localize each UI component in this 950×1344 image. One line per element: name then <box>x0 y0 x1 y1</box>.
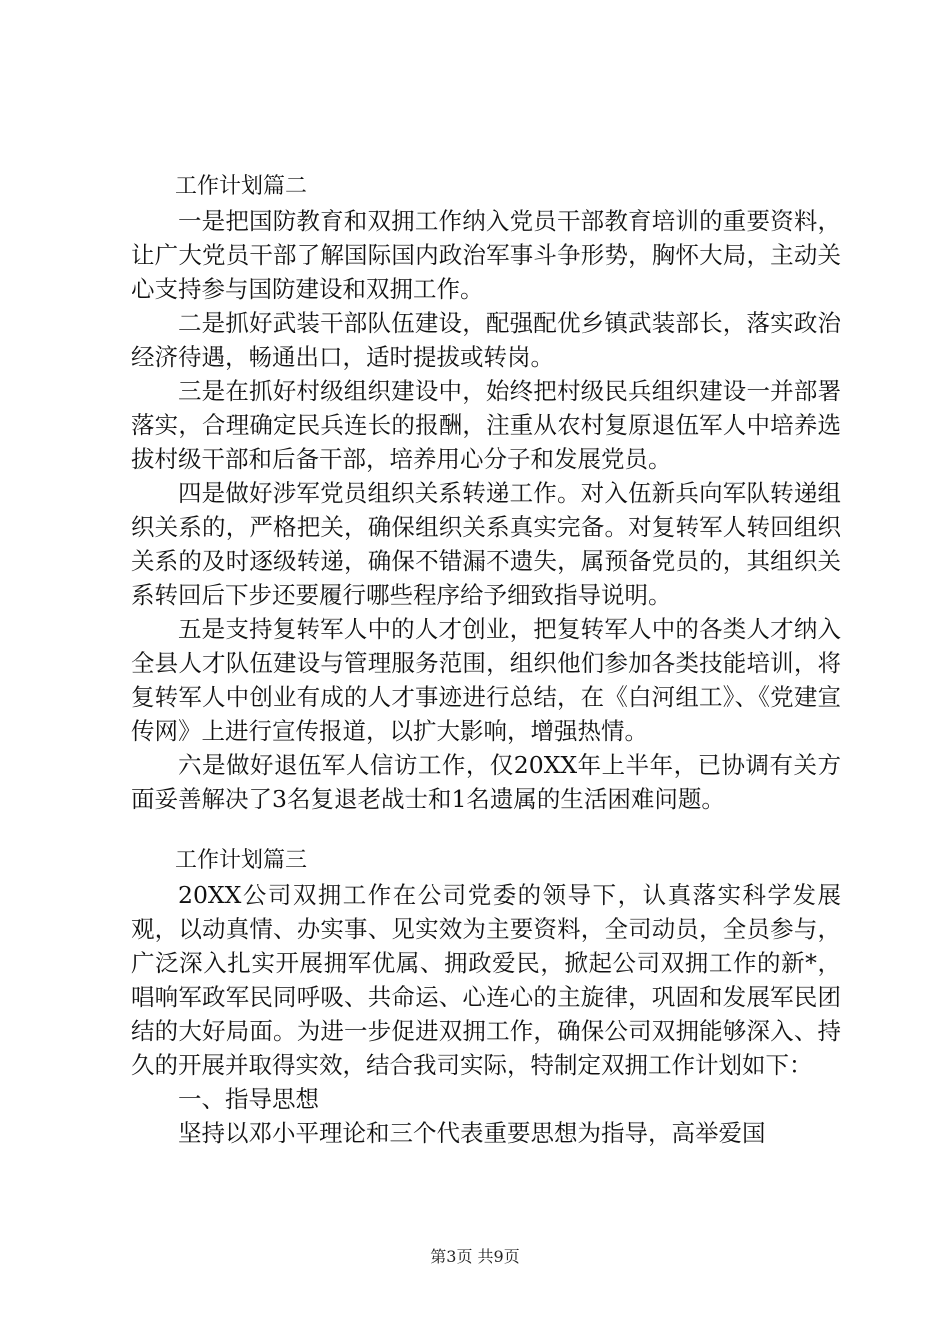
page-footer: 第3页 共9页 <box>430 1247 520 1266</box>
section-plan-two <box>131 170 841 816</box>
section-heading: 工作计划篇二 <box>175 174 308 199</box>
document-body <box>131 170 841 1150</box>
paragraph: 六是做好退伍军人信访工作，仅20XX年上半年，已协调有关方面妥善解决了3名复退老战士和1名遗属的生活困难问题。 <box>131 751 841 813</box>
section-heading: 工作计划篇三 <box>175 848 308 873</box>
paragraph: 一是把国防教育和双拥工作纳入党员干部教育培训的重要资料，让广大党员干部了解国际国内政治军事斗争形势，胸怀大局，主动关心支持参与国防建设和双拥工作。 <box>131 207 841 303</box>
subheading: 一、指导思想 <box>178 1085 319 1113</box>
paragraph: 二是抓好武装干部队伍建设，配强配优乡镇武装部长，落实政治经济待遇，畅通出口，适时提拔或转岗。 <box>131 309 841 371</box>
section-plan-three <box>131 844 841 1150</box>
paragraph: 四是做好涉军党员组织关系转递工作。对入伍新兵向军队转递组织关系的，严格把关，确保组织关系真实完备。对复转军人转回组织关系的及时逐级转递，确保不错漏不遗失，属预备党员的，其组织关系转回后下步还要履行哪些程序给予细致指导说明。 <box>131 479 841 609</box>
paragraph: 五是支持复转军人中的人才创业，把复转军人中的各类人才纳入全县人才队伍建设与管理服务范围，组织他们参加各类技能培训，将复转军人中创业有成的人才事迹进行总结，在《白河组工》、《党建宣传网》上进行宣传报道，以扩大影响，增强热情。 <box>131 615 841 745</box>
paragraph: 坚持以邓小平理论和三个代表重要思想为指导，高举爱国 <box>178 1119 766 1147</box>
paragraph: 三是在抓好村级组织建设中，始终把村级民兵组织建设一并部署落实，合理确定民兵连长的报酬，注重从农村复原退伍军人中培养选拔村级干部和后备干部，培养用心分子和发展党员。 <box>131 377 841 473</box>
paragraph: 20XX公司双拥工作在公司党委的领导下，认真落实科学发展观，以动真情、办实事、见实效为主要资料，全司动员，全员参与，广泛深入扎实开展拥军优属、拥政爱民，掀起公司双拥工作的新*，唱响军政军民同呼吸、共命运、心连心的主旋律，巩固和发展军民团结的大好局面。为进一步促进双拥工作，确保公司双拥能够深入、持久的开展并取得实效，结合我司实际，特制定双拥工作计划如下： <box>131 881 841 1079</box>
